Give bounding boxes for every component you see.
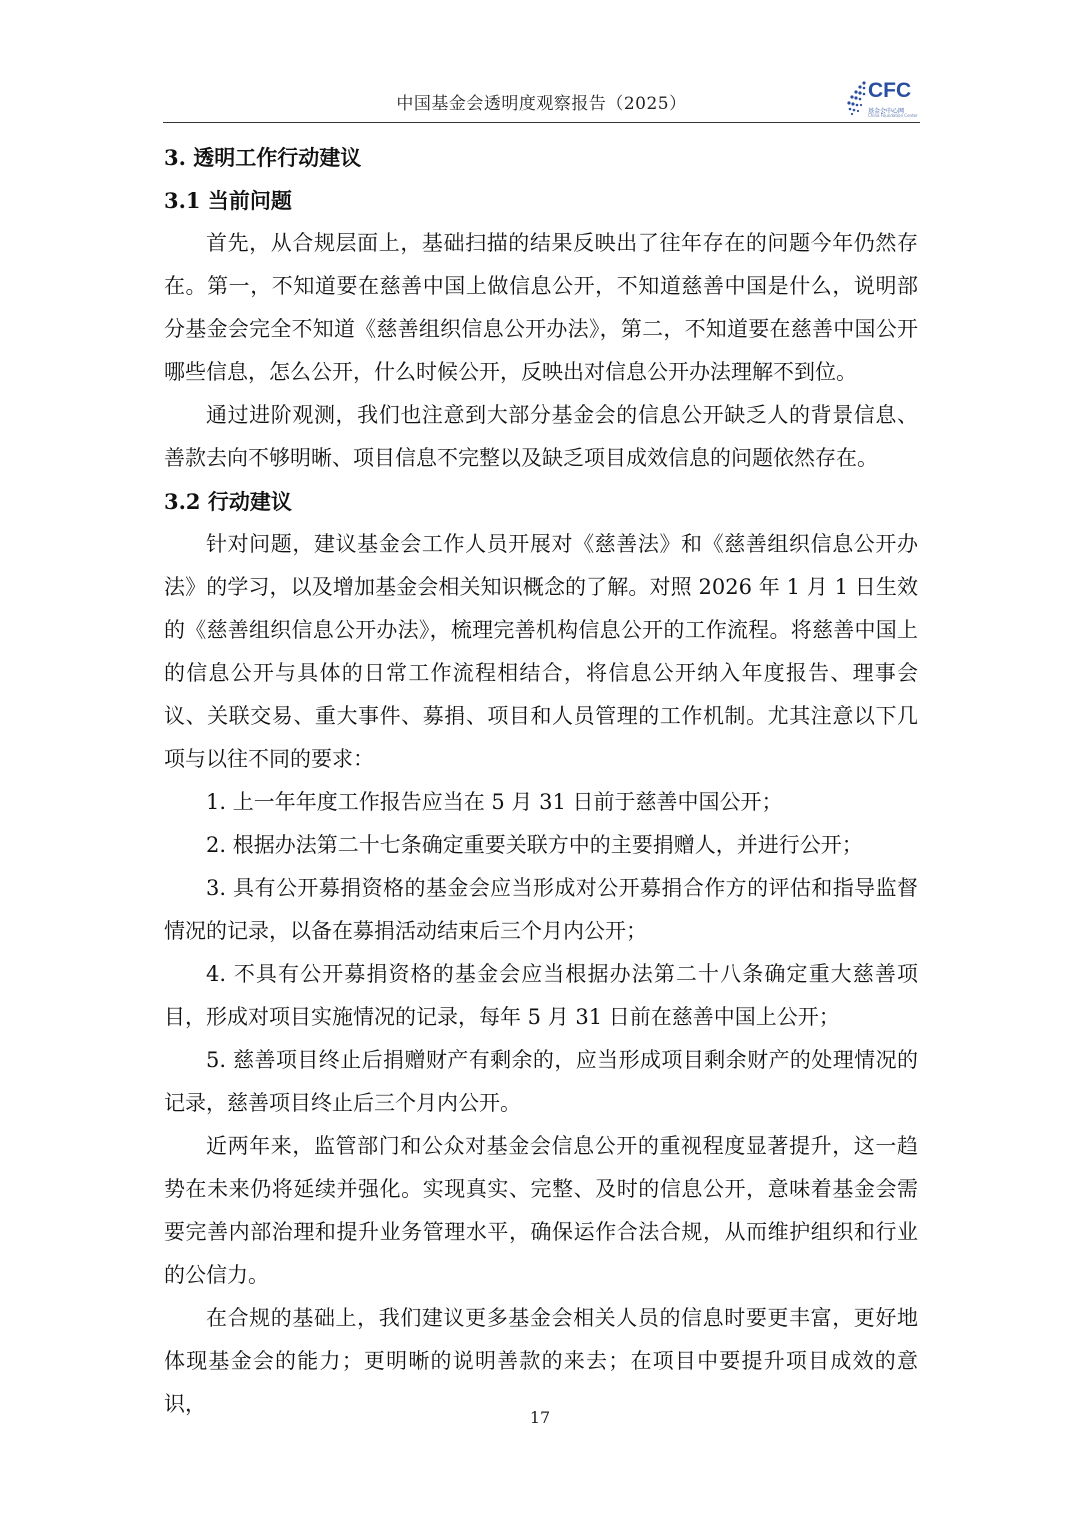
- section-heading: 3. 透明工作行动建议: [164, 145, 362, 170]
- paragraph: 通过进阶观测，我们也注意到大部分基金会的信息公开缺乏人的背景信息、善款去向不够明晰、项目信息不完整以及缺乏项目成效信息的问题依然存在。: [164, 403, 918, 470]
- list-item: 1. 上一年年度工作报告应当在 5 月 31 日前于慈善中国公开；: [206, 790, 783, 814]
- list-item: 4. 不具有公开募捐资格的基金会应当根据办法第二十八条确定重大慈善项目，形成对项目实施情况的记录，每年 5 月 31 日前在慈善中国上公开；: [164, 962, 918, 1029]
- subsection-heading-current-issues: 3.1 当前问题: [164, 188, 292, 213]
- page-number: 17: [529, 1408, 551, 1427]
- paragraph: 近两年来，监管部门和公众对基金会信息公开的重视程度显著提升，这一趋势在未来仍将延续并强化。实现真实、完整、及时的信息公开，意味着基金会需要完善内部治理和提升业务管理水平，确保运作合法合规，从而维护组织和行业的公信力。: [164, 1134, 918, 1287]
- page-content: [164, 136, 918, 1426]
- header-title: 中国基金会透明度观察报告（2025）: [396, 94, 687, 114]
- list-item: 5. 慈善项目终止后捐赠财产有剩余的，应当形成项目剩余财产的处理情况的记录，慈善项目终止后三个月内公开。: [164, 1048, 918, 1115]
- page-header: [163, 78, 920, 124]
- logo-text: CFC: [868, 79, 912, 102]
- logo-subtitle-en: China Foundation Center: [868, 113, 918, 118]
- paragraph: 首先，从合规层面上，基础扫描的结果反映出了往年存在的问题今年仍然存在。第一，不知道要在慈善中国上做信息公开，不知道慈善中国是什么，说明部分基金会完全不知道《慈善组织信息公开办法》，第二，不知道要在慈善中国公开哪些信息，怎么公开，什么时候公开，反映出对信息公开办法理解不到位。: [164, 231, 918, 384]
- logo-dots-icon: [846, 80, 868, 116]
- paragraph: 针对问题，建议基金会工作人员开展对《慈善法》和《慈善组织信息公开办法》的学习，以及增加基金会相关知识概念的了解。对照 2026 年 1 月 1 日生效的《慈善组织信息公开办法》，梳理完善机构信息公开的工作流程。将慈善中国上的信息公开与具体的日常工作流程相结合，将信息公开纳入年度报告、理事会议、关联交易、重大事件、募捐、项目和人员管理的工作机制。尤其注意以下几项与以往不同的要求：: [164, 532, 918, 771]
- logo-subtitle: 基金会中心网: [868, 108, 905, 115]
- list-item: 3. 具有公开募捐资格的基金会应当形成对公开募捐合作方的评估和指导监督情况的记录，以备在募捐活动结束后三个月内公开；: [164, 876, 918, 943]
- subsection-heading-action-suggestions: 3.2 行动建议: [164, 489, 292, 514]
- list-item: 2. 根据办法第二十七条确定重要关联方中的主要捐赠人，并进行公开；: [206, 833, 863, 857]
- cfc-logo: [846, 76, 920, 120]
- header-divider: [163, 122, 920, 123]
- paragraph: 在合规的基础上，我们建议更多基金会相关人员的信息时要更丰富，更好地体现基金会的能力；更明晰的说明善款的来去；在项目中要提升项目成效的意识，: [164, 1306, 918, 1416]
